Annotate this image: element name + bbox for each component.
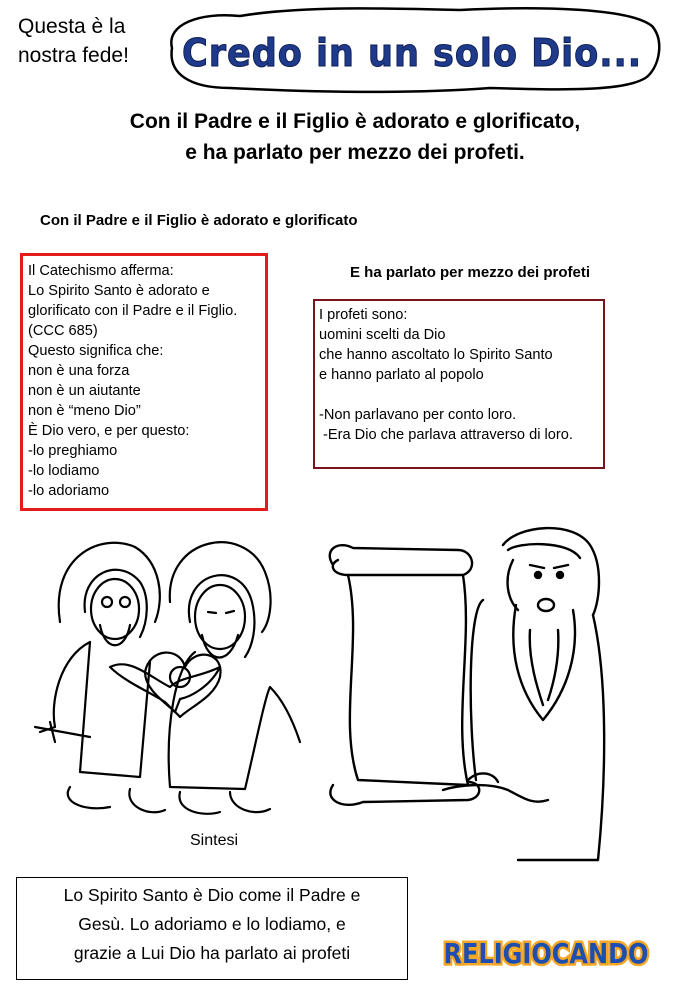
head-cloth bbox=[503, 528, 599, 615]
left-face bbox=[91, 579, 139, 639]
prophet-robe bbox=[471, 600, 604, 860]
prophets-line: -Era Dio che parlava attraverso di loro. bbox=[319, 427, 573, 443]
prophet-face bbox=[508, 560, 518, 610]
prophet-with-scroll-illustration bbox=[318, 520, 608, 865]
catechism-box bbox=[20, 253, 268, 511]
catechism-line: Lo Spirito Santo è adorato e bbox=[28, 283, 210, 299]
religiocando-logo bbox=[437, 928, 655, 976]
summary-line-1: Lo Spirito Santo è Dio come il Padre e bbox=[63, 885, 361, 905]
catechism-line: -lo adoriamo bbox=[28, 483, 110, 499]
corner-note-line-2: nostra fede! bbox=[18, 44, 129, 67]
main-heading-line-1: Con il Padre e il Figlio è adorato e glorificato, bbox=[129, 110, 581, 133]
prophet-mouth bbox=[538, 599, 554, 611]
trinity-illustration bbox=[30, 527, 300, 827]
title-banner bbox=[160, 4, 665, 96]
catechism-line: -lo preghiamo bbox=[28, 443, 118, 459]
left-halo bbox=[59, 543, 160, 622]
scroll-body bbox=[348, 575, 468, 785]
main-heading-line-2: e ha parlato per mezzo dei profeti. bbox=[185, 141, 525, 164]
prophets-line: uomini scelti da Dio bbox=[319, 327, 446, 343]
left-robe bbox=[40, 642, 150, 777]
catechism-line: È Dio vero, e per questo: bbox=[28, 423, 190, 439]
catechism-line: glorificato con il Padre e il Figlio. bbox=[28, 303, 238, 319]
catechism-line: Il Catechismo afferma: bbox=[28, 263, 174, 279]
catechism-line: (CCC 685) bbox=[28, 323, 98, 339]
sintesi-label: Sintesi bbox=[190, 832, 239, 849]
dove bbox=[110, 664, 220, 712]
catechism-line: Questo significa che: bbox=[28, 343, 164, 359]
prophets-line: che hanno ascoltato lo Spirito Santo bbox=[319, 347, 553, 363]
summary-line-3: grazie a Lui Dio ha parlato ai profeti bbox=[73, 943, 351, 963]
catechism-line: -lo lodiamo bbox=[28, 463, 100, 479]
logo-text: RELIGIOCANDO bbox=[443, 937, 649, 970]
prophets-line: e hanno parlato al popolo bbox=[319, 367, 484, 383]
prophet-beard bbox=[513, 605, 575, 720]
main-heading bbox=[60, 106, 650, 168]
trinity-drawing bbox=[30, 527, 300, 827]
left-feet bbox=[68, 787, 165, 812]
catechism-line: non è “meno Dio” bbox=[28, 403, 141, 419]
section1-heading: Con il Padre e il Figlio è adorato e glorificato bbox=[40, 212, 358, 229]
banner-svg bbox=[160, 4, 665, 96]
catechism-line: non è una forza bbox=[28, 363, 130, 379]
prophets-box bbox=[313, 299, 605, 469]
catechism-line: non è un aiutante bbox=[28, 383, 141, 399]
prophets-line: I profeti sono: bbox=[319, 307, 408, 323]
logo-svg bbox=[437, 928, 655, 976]
prophets-line: -Non parlavano per conto loro. bbox=[319, 407, 517, 423]
corner-note bbox=[18, 12, 158, 70]
section2-heading: E ha parlato per mezzo dei profeti bbox=[350, 264, 591, 281]
right-feet bbox=[179, 792, 270, 814]
banner-title: Credo in un solo Dio... bbox=[182, 31, 642, 75]
scroll-top bbox=[330, 545, 472, 575]
corner-note-line-1: Questa è la bbox=[18, 15, 126, 38]
summary-line-2: Gesù. Lo adoriamo e lo lodiamo, e bbox=[78, 914, 346, 934]
summary-box bbox=[16, 877, 408, 980]
prophet-drawing bbox=[318, 520, 608, 865]
heart bbox=[145, 653, 221, 717]
prophets-line bbox=[319, 385, 603, 405]
